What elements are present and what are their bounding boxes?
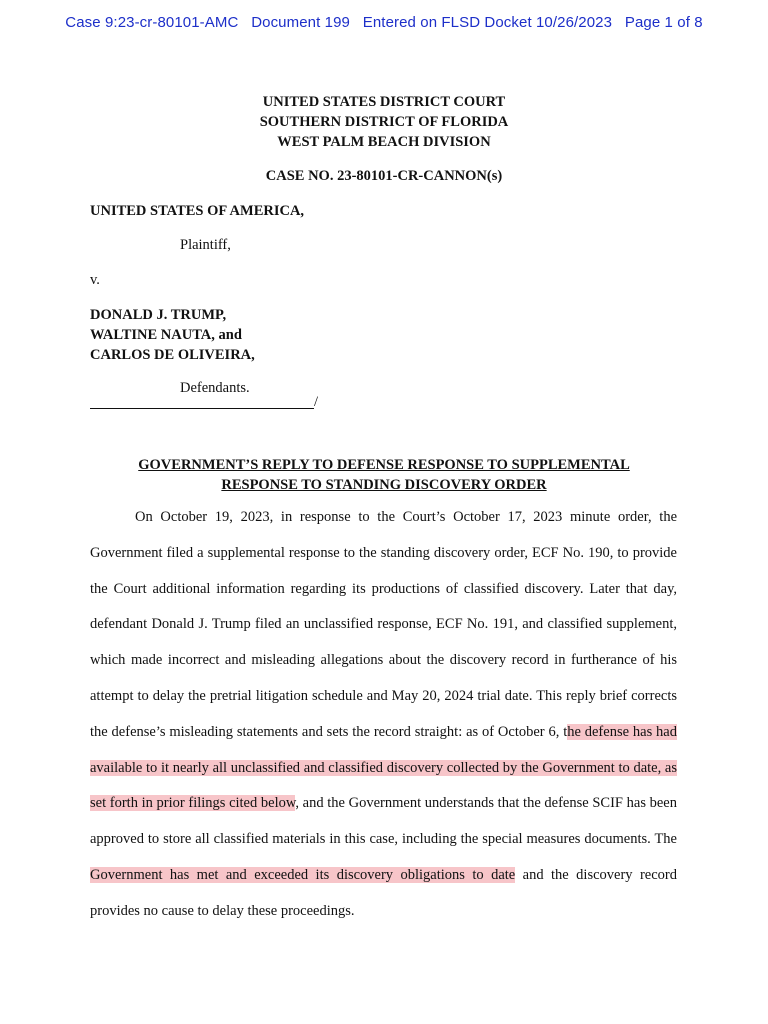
body-text: and the discovery record provides no cause to delay these proceedings. [90, 866, 678, 919]
court-line-3: WEST PALM BEACH DIVISION [277, 134, 491, 150]
caption-end-slash: / [314, 394, 319, 410]
defendant-name: WALTINE NAUTA, and [90, 327, 242, 343]
caption-signature-line [90, 392, 319, 412]
court-line-1: UNITED STATES DISTRICT COURT [262, 94, 506, 110]
body-text: On October 19, 2023, in response to the Court’s October 17, 2023 minute order, the Government filed a supplemental response to the standing discovery order, ECF No. 190, to provide the Court additional information regarding its productions of classified discovery. Later that day, defendant Donald J. Trump filed an unclassified response, ECF No. 191, and classified supplement, which made incorrect and misleading allegations about the discovery record in furtherance of his attempt to delay the pretrial litigation schedule and May 20, 2024 trial date. This reply brief corrects the defense’s misleading statements and sets the record straight: as of October 6, t [90, 509, 677, 740]
versus: v. [90, 272, 100, 288]
defendant-name: CARLOS DE OLIVEIRA, [90, 347, 255, 363]
body-text: , and the Government understands that the defense SCIF has been approved to store all classified materials in this case, including the special measures documents. The [90, 795, 677, 848]
court-line-2: SOUTHERN DISTRICT OF FLORIDA [259, 114, 509, 130]
highlighted-text: he defense has had available to it nearly all unclassified and classified discovery collected by the Government to date, as set forth in prior filings cited below [90, 723, 677, 812]
plaintiff-name: UNITED STATES OF AMERICA, [90, 203, 305, 219]
docket-header: Case 9:23-cr-80101-AMC Document 199 Entered on FLSD Docket 10/26/2023 Page 1 of 8 [65, 14, 703, 31]
plaintiff-role: Plaintiff, [180, 237, 231, 253]
defendant-name: DONALD J. TRUMP, [90, 307, 227, 323]
case-number: CASE NO. 23-80101-CR-CANNON(s) [265, 168, 503, 184]
title-line-1: GOVERNMENT’S REPLY TO DEFENSE RESPONSE TO SUPPLEMENTAL [138, 457, 630, 473]
body-paragraph [90, 500, 677, 930]
defendants-role: Defendants. [180, 380, 250, 396]
court-name [0, 92, 768, 152]
highlighted-text: Government has met and exceeded its discovery obligations to date [90, 866, 516, 883]
document-title [0, 455, 768, 495]
caption-rule [90, 408, 314, 409]
title-line-2: RESPONSE TO STANDING DISCOVERY ORDER [221, 477, 547, 493]
defendant-names [90, 305, 255, 365]
